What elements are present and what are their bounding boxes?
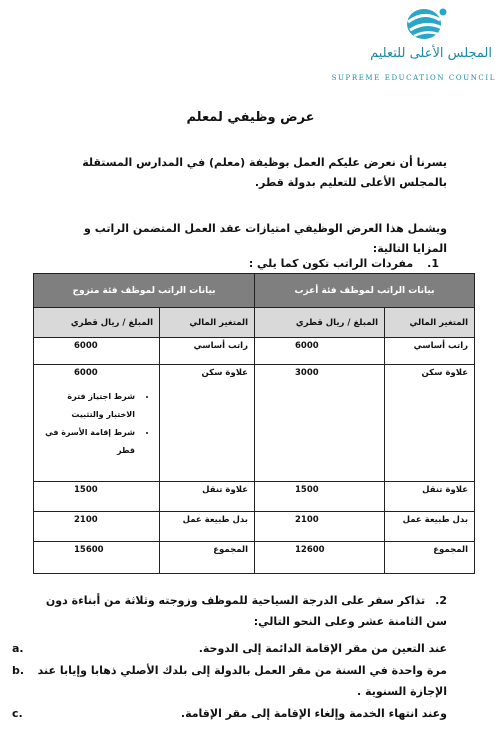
col-header-amount-married: المبلغ / ريال قطري (34, 308, 160, 338)
section-2-text: تذاكر سفر على الدرجة السياحية للموظف وزوجته وثلاثة من أبناءة دون سن الثامنة عشر وعلى النحو التالي: (45, 594, 447, 628)
list-item (12, 638, 447, 659)
logo (330, 4, 500, 86)
table-row (34, 542, 475, 574)
logo-english-text: SUPREME EDUCATION COUNCIL (331, 74, 496, 82)
table-group-header-row (34, 274, 475, 308)
cell-single-amount: 1500 (255, 482, 385, 512)
cell-item: راتب أساسي (160, 338, 255, 365)
logo-arabic-text: المجلس الأعلى للتعليم (370, 46, 492, 61)
list-item (12, 660, 447, 702)
col-header-item-married: المتغير المالي (160, 308, 255, 338)
cell-item: المجموع (385, 542, 475, 574)
item-mark: a. (12, 642, 24, 655)
scope-paragraph: ويشمل هذا العرض الوظيفي امتيازات عقد العمل المتضمن الراتب و المزايا التالية: (84, 222, 447, 255)
cell-single-amount: 6000 (255, 338, 385, 365)
list-item (12, 703, 447, 724)
section-1-heading (139, 254, 439, 274)
item-text: عند التعين من مقر الإقامة الدائمة إلى الدوحة. (198, 642, 447, 655)
cell-item: علاوة سكن (385, 365, 475, 482)
table-sub-header-row (34, 308, 475, 338)
section-2-number: 2. (435, 594, 447, 607)
cell-married-amount: 6000 (74, 368, 98, 378)
cell-married-amount: 6000 (34, 338, 160, 365)
col-header-amount-single: المبلغ / ريال قطري (255, 308, 385, 338)
cell-item: علاوة سكن (160, 365, 255, 482)
group-header-single: بيانات الراتب لموظف فئة أعزب (255, 274, 475, 308)
table-row (34, 338, 475, 365)
item-mark: b. (12, 664, 25, 677)
globe-logo-icon (402, 4, 450, 44)
intro-paragraph: يسرنا أن نعرض عليكم العمل بوظيفة (معلم) في المدارس المستقلة بالمجلس الأعلى للتعليم بدولة قطر. (82, 156, 447, 189)
item-mark: c. (12, 707, 23, 720)
cell-item: علاوة تنقل (160, 482, 255, 512)
cell-item: بدل طبيعة عمل (385, 512, 475, 542)
list-item: • شرط إقامة الأسرة في قطر (40, 424, 137, 460)
item-text: مرة واحدة في السنة من مقر العمل بالدولة إلى بلدك الأصلي ذهابا وإيابا عند الإجازة السنوية . (37, 664, 447, 698)
salary-table (33, 273, 475, 574)
cell-married-amount: 1500 (34, 482, 160, 512)
cell-item: علاوة تنقل (385, 482, 475, 512)
cell-item: المجموع (160, 542, 255, 574)
page-title: عرض وظيفي لمعلم (186, 110, 315, 125)
table-row (34, 512, 475, 542)
col-header-item-single: المتغير المالي (385, 308, 475, 338)
cell-single-amount: 2100 (255, 512, 385, 542)
cell-single-amount: 12600 (255, 542, 385, 574)
list-item: • شرط اجتياز فترة الاختبار والتثبيت (40, 388, 137, 424)
cell-married-housing (34, 365, 160, 482)
cell-married-amount: 2100 (34, 512, 160, 542)
cell-item: بدل طبيعة عمل (160, 512, 255, 542)
cell-item: راتب أساسي (385, 338, 475, 365)
table-row (34, 365, 475, 482)
section-1-number: 1. (427, 257, 439, 270)
section-1-text: مفردات الراتب تكون كما يلي : (248, 257, 414, 270)
housing-conditions-list (40, 388, 137, 460)
item-text: وعند انتهاء الخدمة وإلغاء الإقامة إلى مقر الإقامة. (180, 707, 447, 720)
group-header-married: بيانات الراتب لموظف فئة متزوج (34, 274, 255, 308)
cell-married-amount: 15600 (34, 542, 160, 574)
cell-single-amount: 3000 (255, 365, 385, 482)
section-2-paragraph (27, 590, 447, 632)
table-row (34, 482, 475, 512)
